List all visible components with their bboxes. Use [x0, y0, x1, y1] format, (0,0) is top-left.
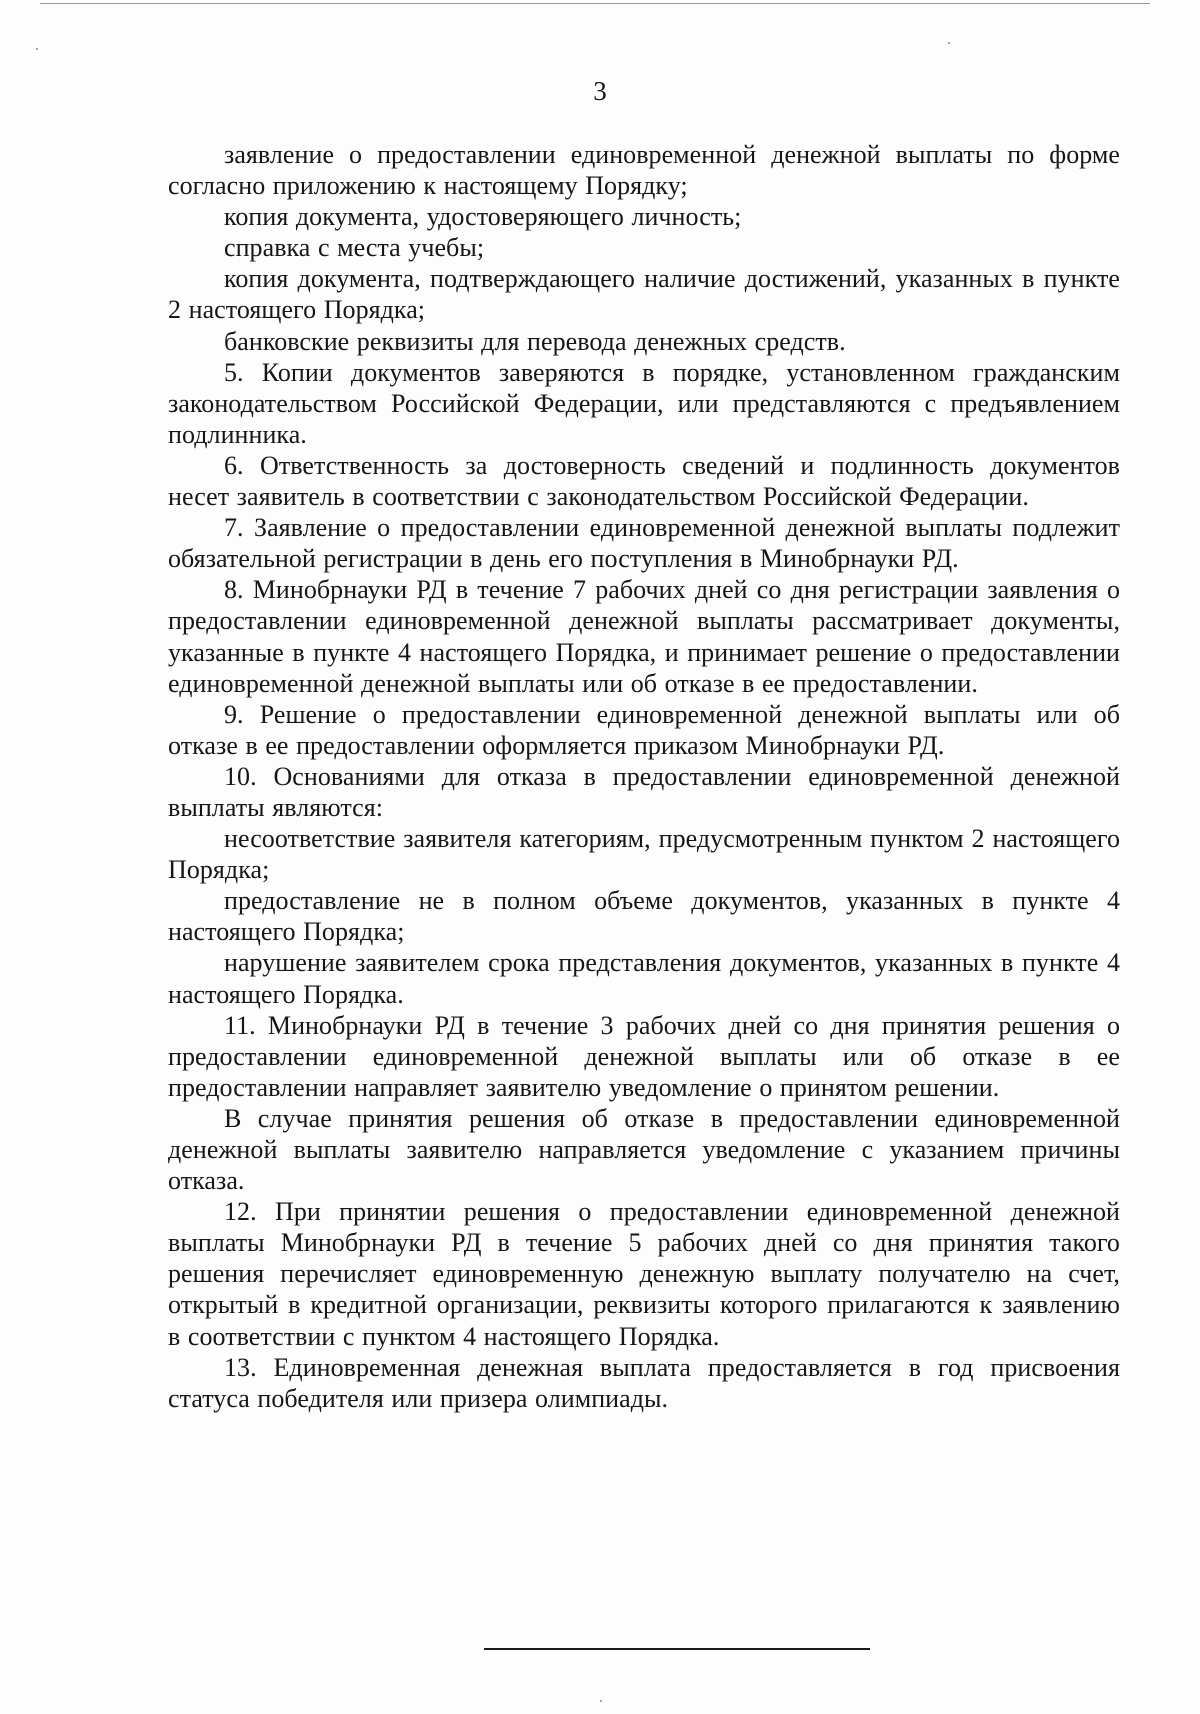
- list-item-achievements-copy: копия документа, подтверждающего наличие достижений, указанных в пункте 2 настоящего Порядка;: [168, 264, 1120, 325]
- page-number: 3: [593, 76, 607, 106]
- scan-speck: [948, 42, 950, 44]
- clause-11-refusal-notice: В случае принятия решения об отказе в предоставлении единовременной денежной выплаты заявителю направляется уведомление с указанием причины отказа.: [168, 1103, 1120, 1196]
- list-item-application-form: заявление о предоставлении единовременной денежной выплаты по форме согласно приложению к настоящему Порядку;: [168, 140, 1120, 201]
- clause-13: 13. Единовременная денежная выплата предоставляется в год присвоения статуса победителя или призера олимпиады.: [168, 1352, 1120, 1413]
- document-body: [168, 139, 1120, 1414]
- list-item-id-copy: копия документа, удостоверяющего личность;: [224, 202, 742, 232]
- refusal-reason-category: несоответствие заявителя категориям, предусмотренным пунктом 2 настоящего Порядка;: [168, 824, 1120, 885]
- clause-11: 11. Минобрнауки РД в течение 3 рабочих дней со дня принятия решения о предоставлении единовременной денежной выплаты или об отказе в ее предоставлении направляет заявителю уведомление о принятом решении.: [168, 1010, 1120, 1102]
- scan-speck: [36, 48, 38, 50]
- clause-8: 8. Минобрнауки РД в течение 7 рабочих дней со дня регистрации заявления о предоставлении единовременной денежной выплаты рассматривает документы, указанные в пункте 4 настоящего Порядка, и принимает решение о предоставлении единовременной денежной выплаты или об отказе в ее предоставлении.: [168, 575, 1120, 698]
- refusal-reason-deadline: нарушение заявителем срока представления документов, указанных в пункте 4 настоящего Порядка.: [168, 948, 1120, 1009]
- clause-9: 9. Решение о предоставлении единовременной денежной выплаты или об отказе в ее предоставлении оформляется приказом Минобрнауки РД.: [168, 699, 1120, 760]
- clause-7: 7. Заявление о предоставлении единовременной денежной выплаты подлежит обязательной регистрации в день его поступления в Минобрнауки РД.: [168, 513, 1120, 574]
- clause-12: 12. При принятии решения о предоставлении единовременной денежной выплаты Минобрнауки РД в течение 5 рабочих дней со дня принятия такого решения перечисляет единовременную денежную выплату получателю на счет, открытый в кредитной организации, реквизиты которого прилагаются к заявлению в соответствии с пунктом 4 настоящего Порядка.: [168, 1197, 1120, 1351]
- scan-top-edge: [40, 3, 1150, 4]
- scan-speck: [600, 1700, 602, 1702]
- list-item-study-certificate: справка с места учебы;: [224, 233, 485, 263]
- list-item-bank-details: банковские реквизиты для перевода денежных средств.: [224, 326, 846, 356]
- clause-6: 6. Ответственность за достоверность сведений и подлинность документов несет заявитель в соответствии с законодательством Российской Федерации.: [168, 450, 1120, 512]
- end-of-document-line: [484, 1648, 870, 1650]
- refusal-reason-incomplete: предоставление не в полном объеме документов, указанных в пункте 4 настоящего Порядка;: [168, 886, 1120, 947]
- clause-5: 5. Копии документов заверяются в порядке, установленном гражданским законодательством Российской Федерации, или представляются с предъявлением подлинника.: [168, 357, 1120, 449]
- clause-10: 10. Основаниями для отказа в предоставлении единовременной денежной выплаты являются:: [168, 761, 1120, 822]
